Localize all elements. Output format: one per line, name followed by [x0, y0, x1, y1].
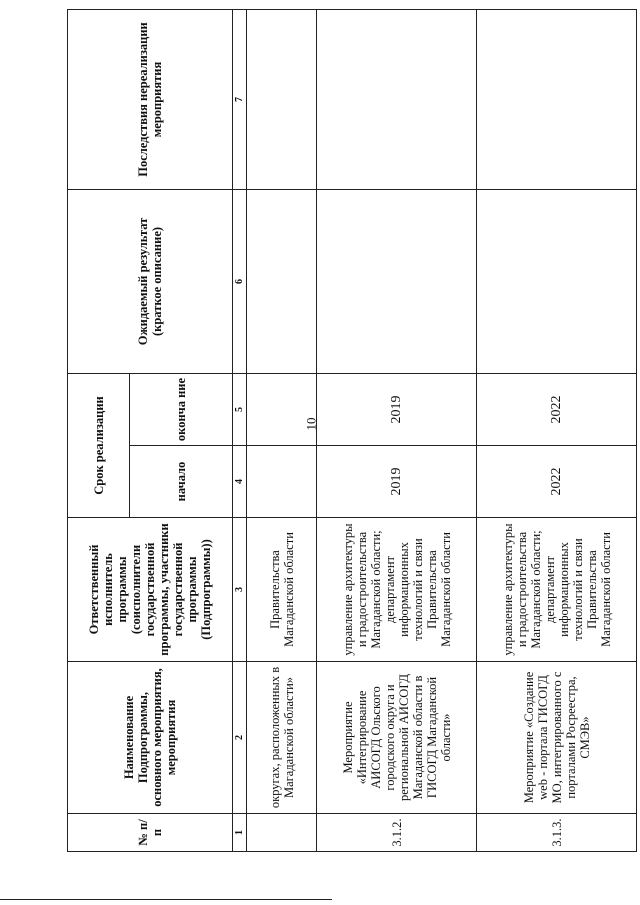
row-start [247, 446, 317, 518]
column-number: 2 [233, 662, 247, 814]
header-consequence: Последствия нереализации мероприятия [68, 9, 233, 189]
rotated-table-wrapper [67, 10, 636, 852]
column-numbers-row [233, 9, 247, 851]
column-number: 1 [233, 814, 247, 852]
table-row [247, 9, 317, 851]
header-result: Ожидаемый результат (краткое описание) [68, 189, 233, 373]
table-row [317, 9, 477, 851]
row-executor: управление архитектуры и градостроительства Магаданской области; департамент информационных технологий и связи Правительства Магаданской области [317, 518, 477, 662]
row-name: Мероприятие «Интегрирование АИСОГД Ольского городского округа и региональной АИСОГД Магаданской области в ГИСОГД Магаданской области» [317, 662, 477, 814]
row-end [247, 373, 317, 445]
header-row-1 [68, 9, 130, 851]
row-name: Мероприятие «Создание web - портала ГИСОГД МО, интегрированного с порталами Росреестра, СМЭВ» [477, 662, 637, 814]
row-num: 3.1.2. [317, 814, 477, 852]
header-name: Наименование Подпрограммы, основного мероприятия, мероприятия [68, 662, 233, 814]
page-number: 10 [303, 417, 319, 431]
program-measures-table [67, 9, 637, 852]
column-number: 7 [233, 9, 247, 189]
column-number: 6 [233, 189, 247, 373]
row-executor: Правительства Магаданской области [247, 518, 317, 662]
header-end: оконча ние [130, 373, 233, 445]
row-name: округах, расположенных в Магаданской области» [247, 662, 317, 814]
column-number: 4 [233, 446, 247, 518]
row-start: 2019 [317, 446, 477, 518]
column-number: 5 [233, 373, 247, 445]
header-executor: Ответственный исполнитель программы (соисполнители государственной программы, участники государственной программы (Подпрограммы)) [68, 518, 233, 662]
footnote-rule [0, 899, 332, 900]
row-start: 2022 [477, 446, 637, 518]
row-result [477, 189, 637, 373]
row-num [247, 814, 317, 852]
row-result [247, 189, 317, 373]
row-consequence [477, 9, 637, 189]
row-consequence [317, 9, 477, 189]
table-row [477, 9, 637, 851]
header-num: № п/п [68, 814, 233, 852]
header-start: начало [130, 446, 233, 518]
row-executor: управление архитектуры и градостроительства Магаданской области; департамент информационных технологий и связи Правительства Магаданской области [477, 518, 637, 662]
row-num: 3.1.3. [477, 814, 637, 852]
column-number: 3 [233, 518, 247, 662]
row-end: 2019 [317, 373, 477, 445]
header-term-group: Срок реализации [68, 373, 130, 517]
row-end: 2022 [477, 373, 637, 445]
row-consequence [247, 9, 317, 189]
row-result [317, 189, 477, 373]
